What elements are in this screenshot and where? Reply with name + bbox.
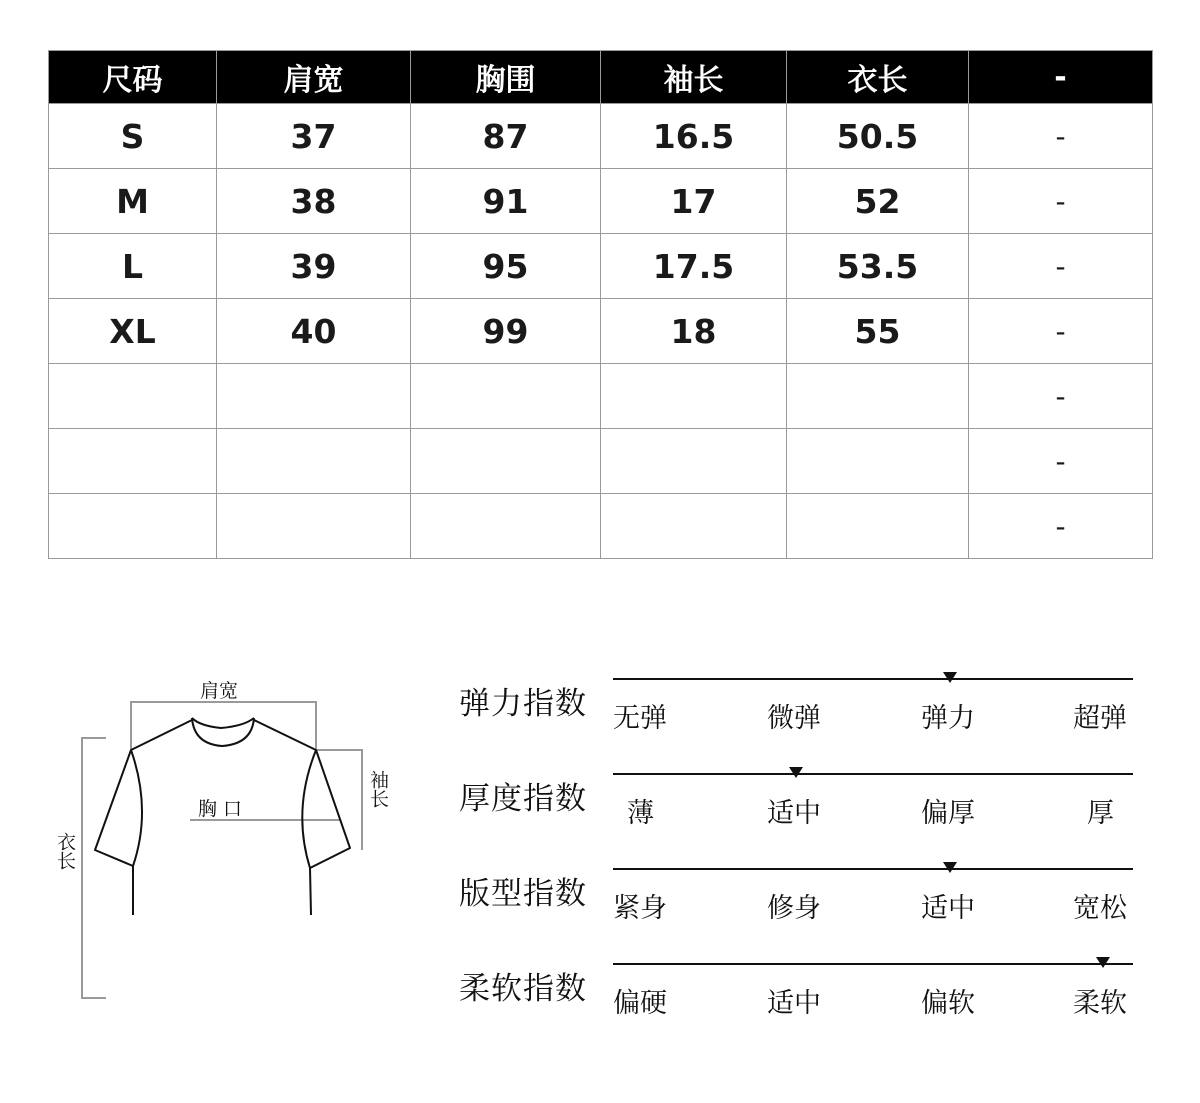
index-option: 微弹 <box>767 703 821 734</box>
size-cell: - <box>969 364 1153 429</box>
size-cell <box>787 494 969 559</box>
header-size: 尺码 <box>49 51 217 104</box>
size-cell: XL <box>49 299 217 364</box>
size-row <box>49 364 1153 429</box>
header-sleeve: 袖长 <box>601 51 787 104</box>
tshirt-outline <box>40 660 420 1020</box>
index-option: 柔软 <box>1073 988 1127 1019</box>
size-table-header-row <box>49 51 1153 104</box>
size-cell <box>217 429 411 494</box>
index-marker-icon <box>1096 957 1110 968</box>
size-cell <box>411 429 601 494</box>
index-scale-line <box>613 868 1133 870</box>
size-row <box>49 169 1153 234</box>
size-row <box>49 104 1153 169</box>
size-cell <box>601 494 787 559</box>
size-cell <box>411 494 601 559</box>
index-scale <box>613 773 1133 833</box>
index-option: 紧身 <box>613 893 667 924</box>
size-table <box>48 50 1153 559</box>
size-cell <box>601 429 787 494</box>
index-option: 无弹 <box>613 703 667 734</box>
size-cell: 16.5 <box>601 104 787 169</box>
size-cell: - <box>969 299 1153 364</box>
index-row <box>455 850 1145 945</box>
size-cell: 55 <box>787 299 969 364</box>
index-option: 适中 <box>767 988 821 1019</box>
size-cell: S <box>49 104 217 169</box>
size-cell <box>787 429 969 494</box>
index-scale-line <box>613 773 1133 775</box>
size-cell: 40 <box>217 299 411 364</box>
index-scale-line <box>613 963 1133 965</box>
header-chest: 胸围 <box>411 51 601 104</box>
index-option: 超弹 <box>1073 703 1127 734</box>
index-scale-line <box>613 678 1133 680</box>
index-option: 厚 <box>1087 798 1114 829</box>
index-scale <box>613 963 1133 1023</box>
index-marker-icon <box>943 672 957 683</box>
index-option: 偏软 <box>921 988 975 1019</box>
size-row <box>49 234 1153 299</box>
size-cell <box>49 429 217 494</box>
index-option: 适中 <box>921 893 975 924</box>
size-cell: L <box>49 234 217 299</box>
size-cell: - <box>969 234 1153 299</box>
sleeve-label: 袖长 <box>367 770 389 808</box>
size-cell: 37 <box>217 104 411 169</box>
size-row <box>49 299 1153 364</box>
index-row <box>455 660 1145 755</box>
size-cell <box>601 364 787 429</box>
size-cell: 50.5 <box>787 104 969 169</box>
index-title: 柔软指数 <box>459 971 587 1007</box>
length-label: 衣长 <box>54 832 76 870</box>
size-cell: 99 <box>411 299 601 364</box>
size-row <box>49 429 1153 494</box>
size-cell: 39 <box>217 234 411 299</box>
index-scale <box>613 678 1133 738</box>
index-title: 弹力指数 <box>459 686 587 722</box>
index-row <box>455 755 1145 850</box>
index-option: 弹力 <box>921 703 975 734</box>
garment-diagram <box>40 660 420 1020</box>
size-cell: - <box>969 104 1153 169</box>
index-option: 适中 <box>767 798 821 829</box>
header-shoulder: 肩宽 <box>217 51 411 104</box>
size-cell: 18 <box>601 299 787 364</box>
size-cell: - <box>969 494 1153 559</box>
size-cell: 91 <box>411 169 601 234</box>
header-extra: - <box>969 51 1153 104</box>
index-option: 偏硬 <box>613 988 667 1019</box>
index-option: 薄 <box>627 798 654 829</box>
index-title: 版型指数 <box>459 876 587 912</box>
size-cell: - <box>969 169 1153 234</box>
chest-label: 胸 口 <box>198 798 243 820</box>
header-length: 衣长 <box>787 51 969 104</box>
index-option: 偏厚 <box>921 798 975 829</box>
size-cell: 95 <box>411 234 601 299</box>
fabric-indices <box>455 660 1145 1040</box>
size-cell: M <box>49 169 217 234</box>
size-cell: - <box>969 429 1153 494</box>
size-cell <box>49 364 217 429</box>
index-scale <box>613 868 1133 928</box>
index-option: 宽松 <box>1073 893 1127 924</box>
index-option: 修身 <box>767 893 821 924</box>
index-title: 厚度指数 <box>459 781 587 817</box>
shoulder-label: 肩宽 <box>200 680 239 702</box>
size-cell: 17 <box>601 169 787 234</box>
index-marker-icon <box>789 767 803 778</box>
size-cell: 87 <box>411 104 601 169</box>
size-cell <box>49 494 217 559</box>
size-cell: 38 <box>217 169 411 234</box>
size-cell: 17.5 <box>601 234 787 299</box>
size-cell: 52 <box>787 169 969 234</box>
index-marker-icon <box>943 862 957 873</box>
size-cell <box>217 364 411 429</box>
size-cell <box>217 494 411 559</box>
size-row <box>49 494 1153 559</box>
size-cell: 53.5 <box>787 234 969 299</box>
index-row <box>455 945 1145 1040</box>
size-cell <box>787 364 969 429</box>
size-cell <box>411 364 601 429</box>
